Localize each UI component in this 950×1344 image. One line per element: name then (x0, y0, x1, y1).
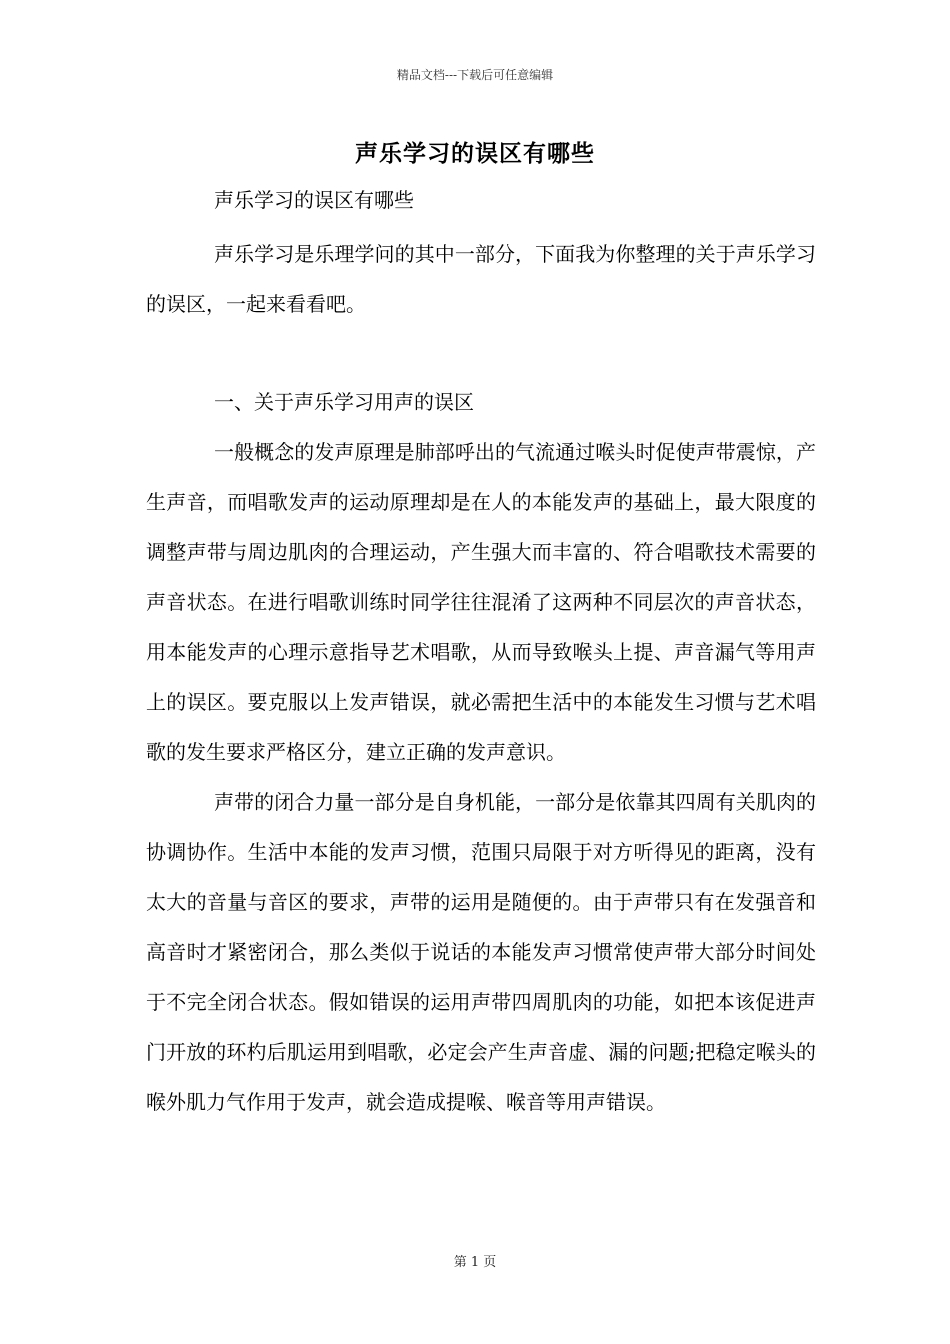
document-subtitle: 声乐学习的误区有哪些 (214, 188, 414, 212)
document-title: 声乐学习的误区有哪些 (355, 140, 595, 167)
page-header: 精品文档---下载后可任意编辑 (396, 68, 554, 82)
section-heading: 一、关于声乐学习用声的误区 (214, 390, 474, 414)
section-1 (146, 377, 816, 1127)
intro-paragraph: 声乐学习是乐理学问的其中一部分，下面我为你整理的关于声乐学习的误区，一起来看看吧。 (146, 242, 816, 316)
body-paragraph: 声带的闭合力量一部分是自身机能，一部分是依靠其四周有关肌肉的协调协作。生活中本能的发声习惯，范围只局限于对方听得见的距离，没有太大的音量与音区的要求，声带的运用是随便的。由于声带只有在发强音和高音时才紧密闭合，那么类似于说话的本能发声习惯常使声带大部分时间处于不完全闭合状态。假如错误的运用声带四周肌肉的功能，如把本该促进声门开放的环杓后肌运用到唱歌，必定会产生声音虚、漏的问题;把稳定喉头的喉外肌力气作用于发声，就会造成提喉、喉音等用声错误。 (146, 790, 816, 1114)
intro-block (146, 229, 816, 329)
page-number: 第 1 页 (453, 1255, 497, 1270)
body-paragraph: 一般概念的发声原理是肺部呼出的气流通过喉头时促使声带震惊，产生声音，而唱歌发声的运动原理却是在人的本能发声的基础上，最大限度的调整声带与周边肌肉的合理运动，产生强大而丰富的、符合唱歌技术需要的声音状态。在进行唱歌训练时同学往往混淆了这两种不同层次的声音状态，用本能发声的心理示意指导艺术唱歌，从而导致喉头上提、声音漏气等用声上的误区。要克服以上发声错误，就必需把生活中的本能发生习惯与艺术唱歌的发生要求严格区分，建立正确的发声意识。 (146, 440, 816, 764)
